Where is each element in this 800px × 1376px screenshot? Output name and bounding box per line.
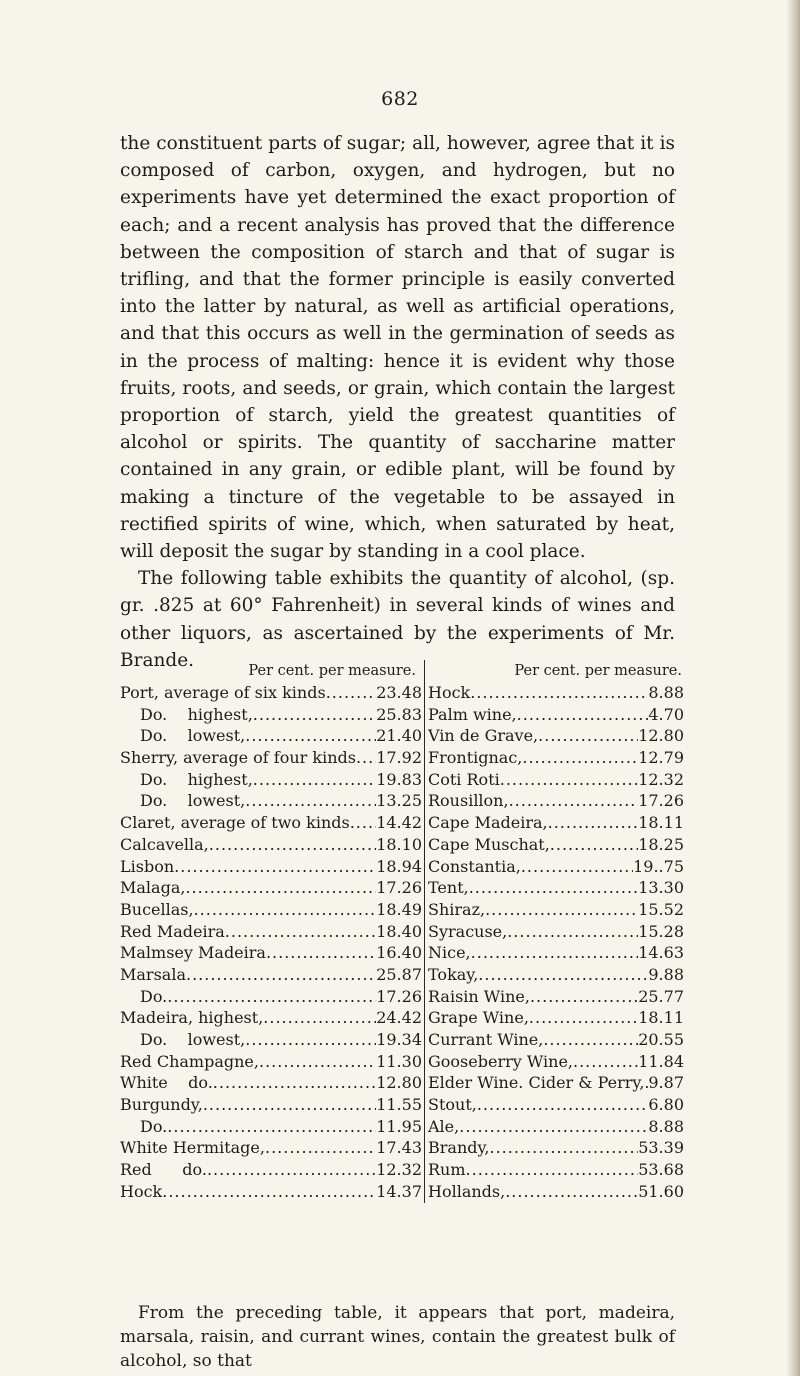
- row-value: 15.52: [638, 899, 684, 919]
- leader-dots: [207, 1159, 376, 1181]
- row-label: Vin de Grave,: [428, 726, 539, 746]
- table-row: [120, 1072, 424, 1094]
- table-row: [428, 1181, 686, 1203]
- leader-dots: [326, 682, 377, 704]
- leader-dots: [470, 682, 648, 704]
- alcohol-table: [120, 660, 685, 1203]
- row-value: 18.94: [376, 856, 422, 876]
- table-row: [428, 769, 686, 791]
- row-label: Rum: [428, 1160, 466, 1180]
- leader-dots: [245, 790, 376, 812]
- row-value: 13.30: [638, 878, 684, 898]
- row-value: 12.80: [638, 726, 684, 746]
- row-value: 25.87: [376, 964, 422, 984]
- table-row: [120, 899, 424, 921]
- row-value: 21.40: [376, 726, 422, 746]
- row-value: 16.40: [376, 943, 422, 963]
- table-row: [120, 986, 424, 1008]
- leader-dots: [213, 1072, 376, 1094]
- row-label: Do.: [140, 1116, 168, 1136]
- paragraph: the constituent parts of sugar; all, however, agree that it is composed of carbon, oxygen, and hydrogen, but no experiments have yet determined the exact proportion of each; and a recent analysis has proved that the difference between the composition of starch and that of sugar is trifling, and that the former principle is easily converted into the latter by natural, as well as artificial operations, and that this occurs as well in the germination of seeds as in the process of malting: hence it is evident why those fruits, roots, and seeds, or grain, which contain the largest proportion of starch, yield the greatest quantities of alcohol or spirits. The quantity of saccharine matter contained in any grain, or edible plant, will be found by making a tincture of the vegetable to be assayed in rectified spirits of wine, which, when saturated by heat, will deposit the sugar by standing in a cool place.: [120, 133, 675, 563]
- leader-dots: [543, 1029, 638, 1051]
- row-value: 11.55: [376, 1095, 422, 1115]
- row-label: Palm wine,: [428, 704, 517, 724]
- leader-dots: [194, 899, 377, 921]
- leader-dots: [471, 942, 639, 964]
- row-value: 11.84: [638, 1051, 684, 1071]
- leader-dots: [186, 964, 376, 986]
- row-label: Port, average of six kinds: [120, 683, 326, 702]
- leader-dots: [225, 921, 376, 943]
- table-row: [428, 704, 686, 726]
- row-value: 19.34: [376, 1030, 422, 1049]
- leader-dots: [259, 1051, 376, 1073]
- row-value: 12.32: [376, 1160, 422, 1180]
- leader-dots: [509, 790, 639, 812]
- leader-dots: [167, 1116, 376, 1138]
- row-value: 9.87: [648, 1073, 684, 1093]
- row-value: 11.95: [376, 1116, 422, 1136]
- row-value: 18.11: [638, 813, 684, 833]
- table-row: [428, 682, 686, 704]
- row-value: 4.70: [648, 704, 684, 724]
- row-label: Do. lowest,: [140, 726, 246, 746]
- row-label: Lisbon: [120, 856, 175, 876]
- leader-dots: [209, 834, 376, 856]
- row-label: Do. highest,: [140, 769, 253, 789]
- leader-dots: [469, 877, 638, 899]
- row-label: Sherry, average of four kinds: [120, 748, 356, 768]
- table-row: [428, 1159, 686, 1181]
- table-row: [120, 725, 424, 747]
- leader-dots: [477, 1094, 649, 1116]
- table-row: [120, 682, 424, 704]
- row-label: Elder Wine. Cider & Perry,: [428, 1073, 645, 1093]
- row-label: Nice,: [428, 943, 471, 963]
- row-label: Hollands,: [428, 1181, 506, 1201]
- table-left-rows: [120, 682, 424, 1203]
- table-row: [428, 747, 686, 769]
- column-header: Per cent. per measure.: [248, 663, 416, 679]
- leader-dots: [550, 834, 638, 856]
- row-value: 11.30: [376, 1051, 422, 1071]
- table-row: [120, 877, 424, 899]
- leader-dots: [167, 986, 376, 1008]
- page-number: 682: [381, 88, 419, 110]
- table-row: [428, 986, 686, 1008]
- row-value: 51.60: [638, 1181, 684, 1201]
- row-label: Burgundy,: [120, 1095, 203, 1115]
- page-edge-shadow: [786, 0, 800, 1376]
- leader-dots: [263, 1007, 376, 1029]
- table-row: [428, 856, 686, 878]
- body-text: [120, 130, 675, 674]
- leader-dots: [203, 1094, 376, 1116]
- row-value: 25.77: [638, 986, 684, 1006]
- row-value: 9.88: [648, 964, 684, 984]
- leader-dots: [185, 877, 376, 899]
- table-row: [428, 877, 686, 899]
- row-value: 18.25: [638, 834, 684, 854]
- row-label: Hock: [120, 1181, 163, 1201]
- row-value: 20.55: [638, 1030, 684, 1049]
- table-row: [428, 1137, 686, 1159]
- row-value: 24.42: [376, 1008, 422, 1028]
- leader-dots: [538, 725, 638, 747]
- row-label: Stout,: [428, 1095, 477, 1115]
- row-label: Marsala: [120, 964, 186, 984]
- row-label: Malaga,: [120, 878, 186, 898]
- row-value: 8.88: [648, 1116, 684, 1136]
- table-right-column: [424, 660, 686, 1203]
- row-label: Cape Madeira,: [428, 813, 548, 833]
- table-row: [428, 1029, 686, 1051]
- leader-dots: [500, 769, 638, 791]
- row-label: Brandy,: [428, 1138, 490, 1158]
- row-value: 18.49: [376, 899, 422, 919]
- table-row: [428, 921, 686, 943]
- row-label: White do.: [120, 1073, 213, 1093]
- row-label: Do. lowest,: [140, 1030, 246, 1049]
- table-right-rows: [428, 682, 686, 1203]
- row-value: 14.63: [638, 943, 684, 963]
- closing-text: [120, 1301, 675, 1373]
- row-value: 19..75: [633, 856, 684, 876]
- leader-dots: [350, 812, 376, 834]
- row-label: Constantia,: [428, 856, 521, 876]
- leader-dots: [265, 1137, 376, 1159]
- row-value: 18.11: [638, 1008, 684, 1028]
- paragraph: From the preceding table, it appears that port, madeira, marsala, raisin, and currant wines, contain the greatest bulk of alcohol, so that: [120, 1303, 675, 1371]
- table-row: [120, 834, 424, 856]
- row-value: 17.26: [638, 791, 684, 811]
- leader-dots: [253, 704, 376, 726]
- table-row: [120, 921, 424, 943]
- row-value: 17.43: [376, 1138, 422, 1158]
- table-row: [120, 812, 424, 834]
- row-value: 23.48: [376, 683, 422, 702]
- table-row: [428, 1007, 686, 1029]
- row-label: Tokay,: [428, 964, 479, 984]
- table-row: [428, 834, 686, 856]
- table-row: [120, 790, 424, 812]
- leader-dots: [245, 1029, 376, 1051]
- row-label: Red Madeira: [120, 921, 225, 941]
- row-value: 19.83: [376, 769, 422, 789]
- row-value: 6.80: [648, 1095, 684, 1115]
- row-label: Coti Roti: [428, 769, 500, 789]
- table-row: [120, 1159, 424, 1181]
- row-value: 17.26: [376, 878, 422, 898]
- table-row: [428, 790, 686, 812]
- row-value: 13.25: [376, 791, 422, 811]
- table-row: [120, 856, 424, 878]
- row-label: Tent,: [428, 878, 469, 898]
- row-label: Frontignac,: [428, 748, 523, 768]
- leader-dots: [485, 899, 638, 921]
- row-value: 8.88: [648, 683, 684, 702]
- leader-dots: [174, 856, 376, 878]
- table-row: [120, 1137, 424, 1159]
- leader-dots: [253, 769, 376, 791]
- row-label: Malmsey Madeira: [120, 943, 266, 963]
- row-label: Currant Wine,: [428, 1030, 544, 1049]
- row-label: Red do.: [120, 1160, 207, 1180]
- table-row: [428, 1116, 686, 1138]
- leader-dots: [356, 747, 376, 769]
- row-value: 14.42: [376, 813, 422, 833]
- row-value: 25.83: [376, 704, 422, 724]
- leader-dots: [573, 1051, 638, 1073]
- row-value: 14.37: [376, 1181, 422, 1201]
- row-value: 12.79: [638, 748, 684, 768]
- table-row: [120, 1051, 424, 1073]
- row-label: Claret, average of two kinds: [120, 813, 350, 833]
- table-row: [428, 942, 686, 964]
- column-header: Per cent. per measure.: [514, 663, 682, 679]
- row-label: Calcavella,: [120, 834, 209, 854]
- row-value: 53.68: [638, 1160, 684, 1180]
- row-label: Shiraz,: [428, 899, 486, 919]
- table-row: [120, 1094, 424, 1116]
- table-row: [428, 1094, 686, 1116]
- row-label: Madeira, highest,: [120, 1008, 264, 1028]
- row-label: Raisin Wine,: [428, 986, 530, 1006]
- table-row: [428, 964, 686, 986]
- table-row: [120, 704, 424, 726]
- row-value: 15.28: [638, 921, 684, 941]
- table-row: [120, 1029, 424, 1051]
- row-label: Bucellas,: [120, 899, 194, 919]
- row-label: Grape Wine,: [428, 1008, 529, 1028]
- row-value: 12.80: [376, 1073, 422, 1093]
- row-label: Syracuse,: [428, 921, 508, 941]
- table-left-column: [120, 660, 424, 1203]
- leader-dots: [517, 704, 649, 726]
- row-value: 17.92: [376, 748, 422, 768]
- row-value: 18.10: [376, 834, 422, 854]
- row-value: 18.40: [376, 921, 422, 941]
- row-label: Do. highest,: [140, 704, 253, 724]
- leader-dots: [505, 1181, 638, 1203]
- table-row: [120, 1181, 424, 1203]
- row-value: 17.26: [376, 986, 422, 1006]
- table-row: [120, 1007, 424, 1029]
- leader-dots: [521, 856, 633, 878]
- table-row: [428, 812, 686, 834]
- row-label: Hock: [428, 683, 471, 702]
- row-label: Cape Muschat,: [428, 834, 550, 854]
- row-value: 53.39: [638, 1138, 684, 1158]
- leader-dots: [530, 986, 638, 1008]
- row-label: Rousillon,: [428, 791, 509, 811]
- leader-dots: [548, 812, 639, 834]
- table-row: [120, 747, 424, 769]
- leader-dots: [266, 942, 376, 964]
- table-row: [120, 1116, 424, 1138]
- table-row: [428, 899, 686, 921]
- row-label: Do.: [140, 986, 168, 1006]
- leader-dots: [162, 1181, 376, 1203]
- row-label: White Hermitage,: [120, 1138, 265, 1158]
- table-row: [428, 1072, 686, 1094]
- leader-dots: [478, 964, 648, 986]
- row-value: 12.32: [638, 769, 684, 789]
- table-row: [120, 942, 424, 964]
- leader-dots: [490, 1137, 639, 1159]
- leader-dots: [522, 747, 638, 769]
- paragraph: The following table exhibits the quantity of alcohol, (sp. gr. .825 at 60° Fahrenheit) in several kinds of wines and other liquors, as ascertained by the experiments of Mr. Brande.: [120, 568, 675, 671]
- leader-dots: [529, 1007, 638, 1029]
- table-row: [428, 725, 686, 747]
- row-label: Ale,: [428, 1116, 460, 1136]
- row-label: Do. lowest,: [140, 791, 246, 811]
- table-row: [428, 1051, 686, 1073]
- leader-dots: [507, 921, 638, 943]
- row-label: Red Champagne,: [120, 1051, 259, 1071]
- leader-dots: [466, 1159, 639, 1181]
- leader-dots: [459, 1116, 648, 1138]
- table-row: [120, 964, 424, 986]
- table-row: [120, 769, 424, 791]
- leader-dots: [245, 725, 376, 747]
- row-label: Gooseberry Wine,: [428, 1051, 573, 1071]
